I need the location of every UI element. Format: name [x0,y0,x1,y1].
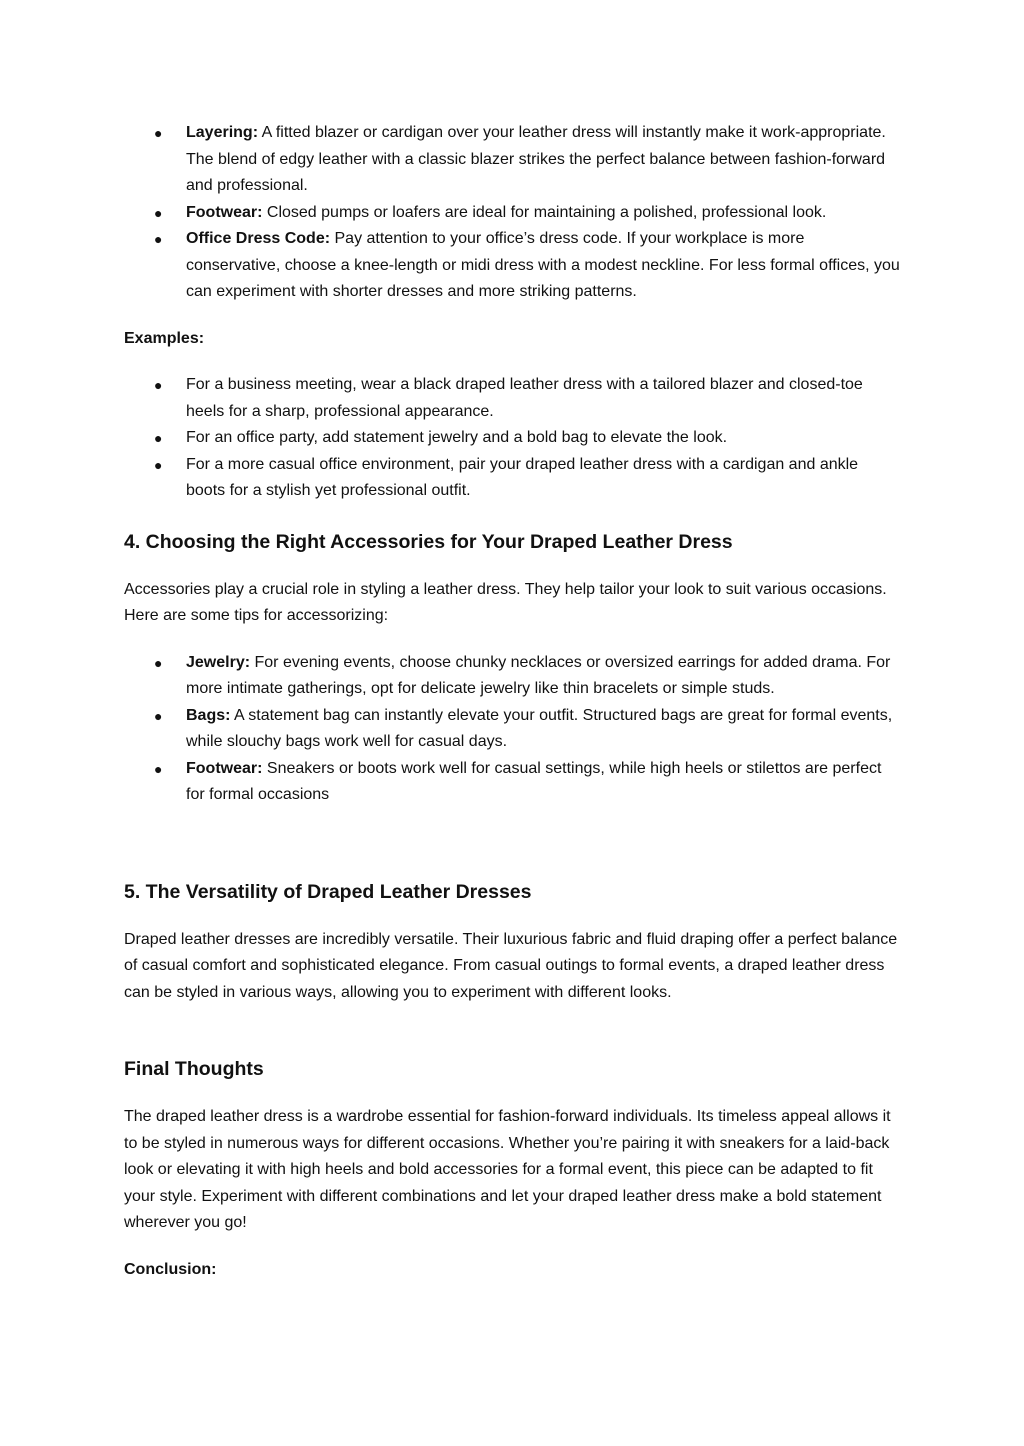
final-thoughts-body: The draped leather dress is a wardrobe essential for fashion-forward individuals. Its timeless appeal allows it to be styled in numerous ways for different occasions. Whether you’re pairing it with sneakers for a laid-back look or elevating it with high heels and bold accessories for a formal event, this piece can be adapted to fit your style. Experiment with different combinations and let your draped leather dress make a bold statement wherever you go! [124,1108,891,1231]
item-text: Sneakers or boots work well for casual settings, while high heels or stilettos are perfect for formal occasions [186,759,882,803]
examples-label: Examples: [124,329,205,347]
item-text: For an office party, add statement jewelry and a bold bag to elevate the look. [186,429,728,446]
list-item [124,200,900,227]
bullet-icon: ● [154,231,163,247]
item-text: For a business meeting, wear a black draped leather dress with a tailored blazer and closed-toe heels for a sharp, professional appearance. [186,376,863,420]
item-text: For a more casual office environment, pair your draped leather dress with a cardigan and ankle boots for a stylish yet professional outfit. [186,455,859,499]
document-page [124,120,900,1283]
list-item [124,756,900,809]
section-4-intro: Accessories play a crucial role in styling a leather dress. They help tailor your look to suit various occasions. Here are some tips for accessorizing: [124,580,887,624]
bullet-icon: ● [154,456,163,473]
list-item [124,452,900,505]
item-text: Closed pumps or loafers are ideal for maintaining a polished, professional look. [262,203,827,221]
item-term: Footwear: [186,759,263,777]
list-item [124,226,900,306]
item-term: Layering: [186,124,259,141]
item-term: Footwear: [186,203,263,221]
item-term: Office Dress Code: [186,230,331,247]
item-text: For evening events, choose chunky necklaces or oversized earrings for added drama. For more intimate gatherings, opt for delicate jewelry like thin bracelets or simple studs. [186,653,891,697]
list-item [124,120,900,200]
bullet-icon: ● [154,204,163,221]
office-tips-list [124,120,900,306]
list-item [124,650,900,703]
item-text: A statement bag can instantly elevate your outfit. Structured bags are great for formal events, while slouchy bags work well for casual days. [186,706,893,750]
list-item [124,372,900,425]
final-thoughts-heading: Final Thoughts [124,1058,264,1080]
bullet-icon: ● [154,377,163,393]
item-text: A fitted blazer or cardigan over your leather dress will instantly make it work-appropriate. The blend of edgy leather with a classic blazer strikes the perfect balance between fashion-forward and professional. [186,124,886,194]
conclusion-label: Conclusion: [124,1260,217,1278]
bullet-icon: ● [154,760,163,777]
item-term: Jewelry: [186,653,251,671]
section-5-heading: 5. The Versatility of Draped Leather Dresses [124,880,532,903]
list-item [124,425,900,452]
item-text: Pay attention to your office’s dress code. If your workplace is more conservative, choose a knee-length or midi dress with a modest neckline. For less formal offices, you can experiment with shorter dresses and more striking patterns. [186,230,900,300]
bullet-icon: ● [154,430,163,446]
section-4-heading: 4. Choosing the Right Accessories for Your Draped Leather Dress [124,530,733,553]
examples-list [124,372,900,505]
section-5-body: Draped leather dresses are incredibly versatile. Their luxurious fabric and fluid draping offer a perfect balance of casual comfort and sophisticated elegance. From casual outings to formal events, a draped leather dress can be styled in various ways, allowing you to experiment with different looks. [124,930,898,1001]
accessories-list [124,650,900,809]
bullet-icon: ● [154,654,163,671]
list-item [124,703,900,756]
bullet-icon: ● [154,707,163,724]
item-term: Bags: [186,706,231,724]
bullet-icon: ● [154,125,163,141]
